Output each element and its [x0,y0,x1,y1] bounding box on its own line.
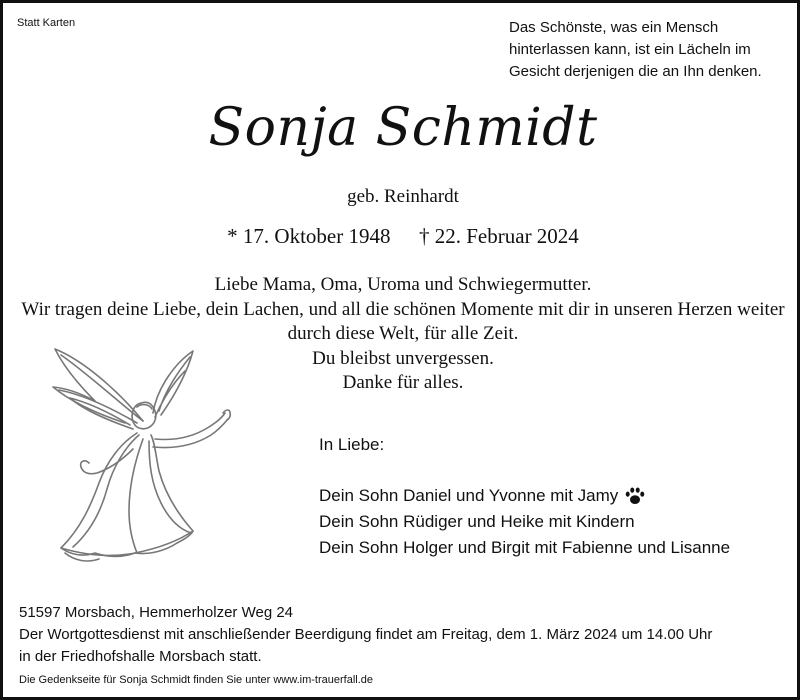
mourner-line: Dein Sohn Rüdiger und Heike mit Kindern [319,512,635,531]
list-item [319,535,730,561]
mourner-line: Dein Sohn Daniel und Yvonne mit Jamy [319,486,619,505]
service-info [19,602,712,668]
mourners-heading: In Liebe: [319,435,385,454]
motto-quote [509,17,779,83]
birth-date: * 17. Oktober 1948 [227,224,391,248]
service-line: Der Wortgottesdienst mit anschließender Beerdigung findet am Freitag, dem 1. März 2024 um 14.00 Uhr [19,626,713,643]
poem-line: Wir tragen deine Liebe, dein Lachen, und all die schönen Momente mit dir in unseren Herzen weiter [21,298,785,320]
poem-line: Liebe Mama, Oma, Uroma und Schwiegermutter. [214,274,592,295]
deceased-name: Sonja Schmidt [208,98,598,158]
mourner-line: Dein Sohn Holger und Birgit mit Fabienne und Lisanne [319,538,731,557]
death-date: † 22. Februar 2024 [419,224,579,248]
life-dates [3,224,800,249]
motto-line: hinterlassen kann, ist ein Lächeln im [509,41,751,58]
motto-line: Gesicht derjenigen die an Ihn denken. [509,63,762,80]
angel-illustration [25,343,255,578]
header-label: Statt Karten [17,17,76,29]
address: 51597 Morsbach, Hemmerholzer Weg 24 [19,604,294,621]
service-line: in der Friedhofshalle Morsbach statt. [19,648,262,665]
birth-name: geb. Reinhardt [347,186,459,207]
memorial-note: Die Gedenkseite für Sonja Schmidt finden Sie unter www.im-trauerfall.de [19,674,374,686]
paw-icon [624,486,646,506]
poem-line: durch diese Welt, für alle Zeit. [287,323,519,344]
list-item [319,483,730,509]
poem-line: Du bleibst unvergessen. [312,347,494,369]
motto-line: Das Schönste, was ein Mensch [509,19,719,36]
list-item [319,509,730,535]
mourners-list [319,483,730,561]
poem-line: Danke für alles. [342,372,464,393]
